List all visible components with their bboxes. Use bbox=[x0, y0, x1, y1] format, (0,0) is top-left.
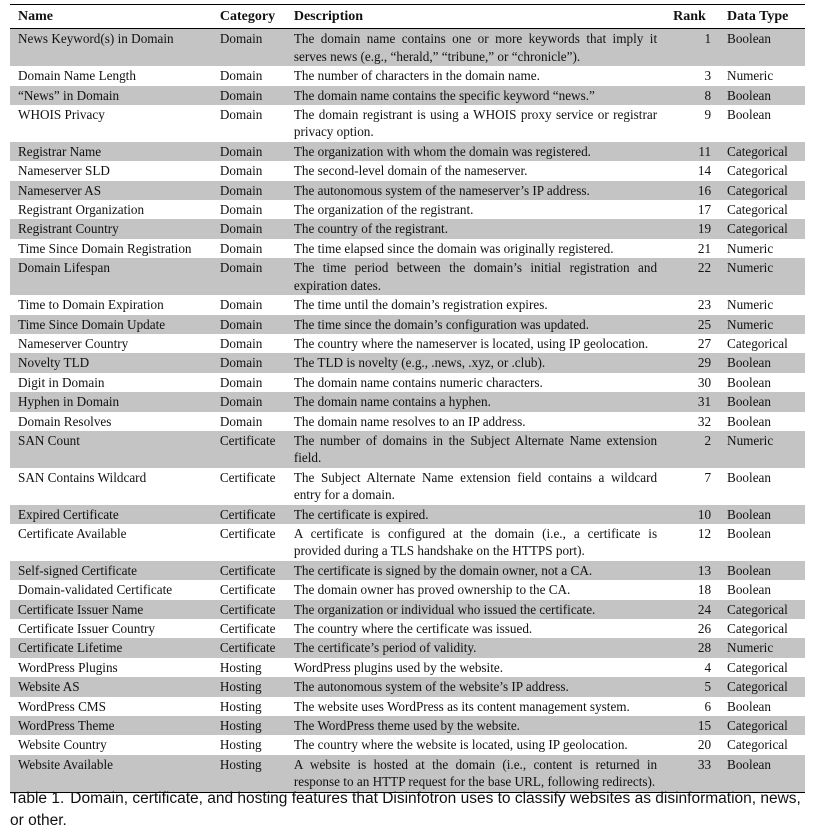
row-rank: 4 bbox=[704, 659, 712, 675]
table-row bbox=[10, 619, 805, 638]
row-category: Certificate bbox=[219, 525, 276, 541]
row-data-type: Categorical bbox=[727, 621, 788, 636]
table-row bbox=[10, 561, 805, 580]
row-name: Registrar Name bbox=[10, 142, 212, 161]
row-data-type: Categorical bbox=[727, 163, 788, 179]
row-description: The TLD is novelty (e.g., .news, .xyz, or .club). bbox=[286, 353, 665, 372]
row-data-type: Numeric bbox=[719, 638, 805, 657]
table-row bbox=[10, 735, 805, 754]
row-description: The time until the domain’s registration expires. bbox=[293, 297, 548, 313]
row-name: Registrant Country bbox=[10, 219, 212, 238]
row-name: Registrant Organization bbox=[18, 202, 145, 218]
row-rank: 6 bbox=[704, 698, 712, 714]
row-description: The autonomous system of the nameserver’s IP address. bbox=[286, 181, 665, 200]
row-rank: 3 bbox=[704, 68, 712, 84]
row-category: Domain bbox=[219, 202, 263, 218]
header-data-type: Data Type bbox=[719, 5, 805, 29]
row-rank: 32 bbox=[697, 413, 712, 429]
row-description: The domain name contains a hyphen. bbox=[286, 392, 665, 411]
row-data-type: Categorical bbox=[727, 659, 788, 675]
table-row bbox=[10, 161, 805, 180]
row-category: Certificate bbox=[212, 561, 286, 580]
table-row bbox=[10, 600, 805, 619]
row-name: Digit in Domain bbox=[18, 374, 105, 390]
table-row bbox=[10, 431, 805, 468]
table-row bbox=[10, 716, 805, 735]
row-rank: 11 bbox=[665, 142, 719, 161]
row-name: Self-signed Certificate bbox=[10, 561, 212, 580]
table-row bbox=[10, 392, 805, 411]
row-rank: 21 bbox=[697, 240, 712, 256]
row-rank: 31 bbox=[665, 392, 719, 411]
row-data-type: Numeric bbox=[727, 297, 774, 313]
row-rank: 10 bbox=[665, 505, 719, 524]
row-data-type: Numeric bbox=[727, 68, 774, 84]
table-row bbox=[10, 219, 805, 238]
row-description: The domain registrant is using a WHOIS proxy service or registrar privacy option. bbox=[293, 107, 658, 140]
row-category: Domain bbox=[219, 374, 263, 390]
row-rank: 23 bbox=[697, 297, 712, 313]
table-body bbox=[10, 29, 805, 792]
row-rank: 17 bbox=[697, 202, 712, 218]
table-row bbox=[10, 105, 805, 142]
table-row bbox=[10, 468, 805, 505]
row-category: Domain bbox=[219, 68, 263, 84]
row-rank: 5 bbox=[665, 677, 719, 696]
row-name: Nameserver AS bbox=[10, 181, 212, 200]
row-description: The domain name contains one or more keywords that imply it serves news (e.g., “herald,” “tribune,” or “chronicle”). bbox=[286, 29, 665, 66]
row-description: The organization or individual who issued the certificate. bbox=[286, 600, 665, 619]
row-category: Hosting bbox=[219, 737, 262, 753]
row-rank: 25 bbox=[665, 315, 719, 334]
row-category: Certificate bbox=[212, 505, 286, 524]
row-description: The domain name contains the specific keyword “news.” bbox=[286, 86, 665, 105]
row-rank: 29 bbox=[665, 353, 719, 372]
row-category: Certificate bbox=[219, 469, 276, 485]
row-name: Expired Certificate bbox=[10, 505, 212, 524]
table-row bbox=[10, 658, 805, 677]
header-description: Description bbox=[286, 5, 665, 29]
row-description: The time elapsed since the domain was originally registered. bbox=[293, 240, 614, 256]
table-row bbox=[10, 295, 805, 314]
row-rank: 28 bbox=[665, 638, 719, 657]
row-rank: 1 bbox=[665, 29, 719, 66]
row-category: Hosting bbox=[212, 677, 286, 696]
row-description: The organization of the registrant. bbox=[293, 202, 474, 218]
caption-label: Table 1. bbox=[10, 790, 65, 807]
row-data-type: Categorical bbox=[719, 677, 805, 696]
row-rank: 22 bbox=[665, 258, 719, 295]
row-name: Novelty TLD bbox=[10, 353, 212, 372]
row-data-type: Boolean bbox=[719, 755, 805, 792]
row-description: The second-level domain of the nameserver. bbox=[293, 163, 528, 179]
row-category: Domain bbox=[212, 181, 286, 200]
row-data-type: Categorical bbox=[727, 202, 788, 218]
row-name: Certificate Lifetime bbox=[10, 638, 212, 657]
row-name: Website Available bbox=[10, 755, 212, 792]
row-data-type: Categorical bbox=[719, 142, 805, 161]
row-data-type: Boolean bbox=[727, 469, 771, 485]
row-category: Domain bbox=[212, 29, 286, 66]
table-row bbox=[10, 524, 805, 561]
row-description: The domain owner has proved ownership to the CA. bbox=[293, 582, 571, 598]
row-name: WHOIS Privacy bbox=[18, 107, 105, 123]
features-table bbox=[10, 4, 805, 793]
row-description: The time period between the domain’s initial registration and expiration dates. bbox=[286, 258, 665, 295]
row-rank: 8 bbox=[665, 86, 719, 105]
table-row bbox=[10, 638, 805, 657]
row-data-type: Boolean bbox=[727, 582, 771, 598]
table-row bbox=[10, 373, 805, 392]
table-row bbox=[10, 315, 805, 334]
row-description: The domain name contains numeric characters. bbox=[293, 374, 543, 390]
row-description: A website is hosted at the domain (i.e., content is returned in response to an HTTP request for the base URL, following redirects). bbox=[286, 755, 665, 792]
row-data-type: Numeric bbox=[719, 258, 805, 295]
row-description: The certificate’s period of validity. bbox=[286, 638, 665, 657]
row-description: The number of characters in the domain name. bbox=[293, 68, 540, 84]
row-data-type: Boolean bbox=[719, 392, 805, 411]
header-rank: Rank bbox=[665, 5, 719, 29]
row-data-type: Boolean bbox=[719, 86, 805, 105]
row-category: Domain bbox=[212, 86, 286, 105]
table-row bbox=[10, 86, 805, 105]
row-name: Domain Name Length bbox=[18, 68, 136, 84]
row-category: Domain bbox=[219, 163, 263, 179]
row-name: WordPress Theme bbox=[10, 716, 212, 735]
row-name: Nameserver SLD bbox=[18, 163, 110, 179]
row-name: WordPress Plugins bbox=[18, 659, 118, 675]
row-data-type: Boolean bbox=[719, 561, 805, 580]
row-description: A certificate is configured at the domain (i.e., a certificate is provided during a TLS handshake on the HTTPS port). bbox=[293, 525, 658, 559]
row-category: Domain bbox=[219, 107, 263, 123]
row-rank: 2 bbox=[665, 431, 719, 468]
row-category: Certificate bbox=[212, 431, 286, 468]
table-row bbox=[10, 412, 805, 431]
row-name: Certificate Issuer Country bbox=[18, 621, 155, 636]
row-description: The country of the registrant. bbox=[286, 219, 665, 238]
row-name: Nameserver Country bbox=[18, 335, 129, 351]
row-description: The WordPress theme used by the website. bbox=[286, 716, 665, 735]
table-row bbox=[10, 181, 805, 200]
table-row bbox=[10, 677, 805, 696]
row-name: SAN Count bbox=[10, 431, 212, 468]
row-rank: 9 bbox=[704, 107, 712, 123]
row-category: Hosting bbox=[212, 716, 286, 735]
row-data-type: Categorical bbox=[719, 600, 805, 619]
row-category: Certificate bbox=[212, 638, 286, 657]
row-category: Domain bbox=[212, 219, 286, 238]
row-data-type: Boolean bbox=[719, 353, 805, 372]
row-category: Domain bbox=[219, 335, 263, 351]
row-category: Domain bbox=[219, 240, 263, 256]
row-name: Website AS bbox=[10, 677, 212, 696]
row-description: The autonomous system of the website’s IP address. bbox=[286, 677, 665, 696]
row-name: Time to Domain Expiration bbox=[18, 297, 164, 313]
row-description: The country where the website is located, using IP geolocation. bbox=[293, 737, 628, 753]
row-data-type: Categorical bbox=[719, 181, 805, 200]
row-name: Website Country bbox=[18, 737, 107, 753]
table-row bbox=[10, 258, 805, 295]
row-description: The country where the nameserver is located, using IP geolocation. bbox=[293, 335, 649, 351]
row-category: Domain bbox=[212, 392, 286, 411]
row-category: Hosting bbox=[219, 698, 262, 714]
row-data-type: Numeric bbox=[719, 315, 805, 334]
row-category: Domain bbox=[212, 315, 286, 334]
row-category: Domain bbox=[219, 297, 263, 313]
row-rank: 14 bbox=[697, 163, 712, 179]
row-category: Certificate bbox=[219, 582, 276, 598]
row-name: Certificate Available bbox=[18, 525, 127, 541]
row-category: Certificate bbox=[212, 600, 286, 619]
row-description: The time since the domain’s configuration was updated. bbox=[286, 315, 665, 334]
row-data-type: Numeric bbox=[719, 431, 805, 468]
row-data-type: Boolean bbox=[727, 698, 771, 714]
row-name: News Keyword(s) in Domain bbox=[10, 29, 212, 66]
row-rank: 15 bbox=[665, 716, 719, 735]
row-description: The certificate is expired. bbox=[286, 505, 665, 524]
table-row bbox=[10, 334, 805, 353]
row-category: Domain bbox=[212, 142, 286, 161]
table-header-row bbox=[10, 5, 805, 29]
row-description: The certificate is signed by the domain owner, not a CA. bbox=[286, 561, 665, 580]
table-row bbox=[10, 697, 805, 716]
table-row bbox=[10, 200, 805, 219]
row-rank: 16 bbox=[665, 181, 719, 200]
row-rank: 7 bbox=[704, 469, 712, 485]
table-row bbox=[10, 29, 805, 66]
row-category: Hosting bbox=[212, 755, 286, 792]
row-rank: 33 bbox=[665, 755, 719, 792]
table-row bbox=[10, 142, 805, 161]
row-data-type: Categorical bbox=[719, 219, 805, 238]
row-description: The country where the certificate was issued. bbox=[293, 621, 533, 636]
row-rank: 30 bbox=[697, 374, 712, 390]
row-name: Domain Lifespan bbox=[10, 258, 212, 295]
row-data-type: Boolean bbox=[727, 107, 771, 123]
row-rank: 18 bbox=[697, 582, 712, 598]
row-description: WordPress plugins used by the website. bbox=[293, 659, 504, 675]
row-description: The website uses WordPress as its content management system. bbox=[293, 698, 630, 714]
row-name: SAN Contains Wildcard bbox=[18, 469, 147, 485]
row-data-type: Boolean bbox=[727, 413, 771, 429]
row-data-type: Categorical bbox=[719, 716, 805, 735]
row-rank: 24 bbox=[665, 600, 719, 619]
header-category: Category bbox=[212, 5, 286, 29]
table-caption bbox=[10, 788, 810, 832]
row-category: Hosting bbox=[219, 659, 262, 675]
row-name: Hyphen in Domain bbox=[10, 392, 212, 411]
row-data-type: Boolean bbox=[719, 505, 805, 524]
row-name: Time Since Domain Update bbox=[10, 315, 212, 334]
row-rank: 19 bbox=[665, 219, 719, 238]
table-row bbox=[10, 239, 805, 258]
table-row bbox=[10, 755, 805, 792]
caption-text: Domain, certificate, and hosting features that Disinfotron uses to classify websites as disinformation, news, or other. bbox=[10, 790, 801, 829]
row-description: The organization with whom the domain was registered. bbox=[286, 142, 665, 161]
row-name: Domain-validated Certificate bbox=[18, 582, 173, 598]
row-description: The domain name resolves to an IP address. bbox=[293, 413, 526, 429]
row-category: Domain bbox=[212, 258, 286, 295]
row-name: Time Since Domain Registration bbox=[18, 240, 192, 256]
row-rank: 12 bbox=[697, 525, 712, 541]
row-description: The number of domains in the Subject Alternate Name extension field. bbox=[286, 431, 665, 468]
row-rank: 27 bbox=[697, 335, 712, 351]
row-category: Domain bbox=[212, 353, 286, 372]
table-row bbox=[10, 353, 805, 372]
row-rank: 26 bbox=[697, 621, 712, 636]
table-row bbox=[10, 66, 805, 85]
row-name: Certificate Issuer Name bbox=[10, 600, 212, 619]
row-data-type: Categorical bbox=[727, 335, 788, 351]
row-category: Certificate bbox=[219, 621, 276, 636]
row-rank: 20 bbox=[697, 737, 712, 753]
header-name: Name bbox=[10, 5, 212, 29]
row-data-type: Boolean bbox=[727, 525, 771, 541]
row-category: Domain bbox=[219, 413, 263, 429]
row-rank: 13 bbox=[665, 561, 719, 580]
table-row bbox=[10, 580, 805, 599]
row-data-type: Boolean bbox=[719, 29, 805, 66]
table-row bbox=[10, 505, 805, 524]
row-name: WordPress CMS bbox=[18, 698, 106, 714]
row-name: Domain Resolves bbox=[18, 413, 112, 429]
row-data-type: Boolean bbox=[727, 374, 771, 390]
row-data-type: Numeric bbox=[727, 240, 774, 256]
row-description: The Subject Alternate Name extension field contains a wildcard entry for a domain. bbox=[293, 469, 658, 503]
row-name: “News” in Domain bbox=[10, 86, 212, 105]
row-data-type: Categorical bbox=[727, 737, 788, 753]
